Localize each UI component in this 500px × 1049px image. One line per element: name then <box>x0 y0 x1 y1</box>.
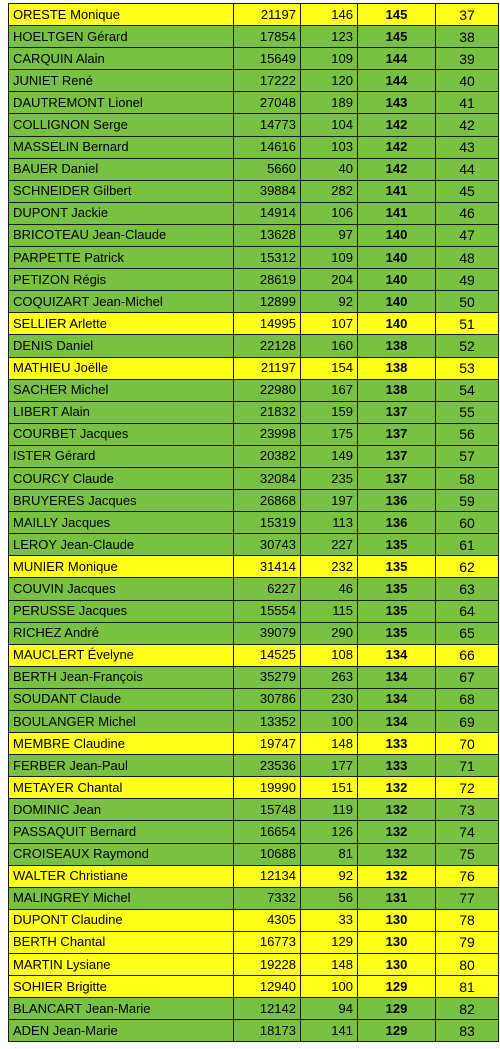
value-1-cell: 22980 <box>234 379 301 401</box>
value-2-cell: 103 <box>301 136 358 158</box>
name-cell: PARPETTE Patrick <box>9 247 234 269</box>
value-2-cell: 148 <box>301 954 358 976</box>
table-row <box>9 556 499 578</box>
rank-cell: 62 <box>436 556 499 578</box>
value-2-cell: 148 <box>301 733 358 755</box>
value-2-cell: 33 <box>301 909 358 931</box>
name-cell: LIBERT Alain <box>9 401 234 423</box>
table-row <box>9 70 499 92</box>
rank-cell: 58 <box>436 467 499 489</box>
table-row <box>9 733 499 755</box>
table-row <box>9 269 499 291</box>
name-cell: MATHIEU Joëlle <box>9 357 234 379</box>
name-cell: CARQUIN Alain <box>9 48 234 70</box>
value-2-cell: 107 <box>301 313 358 335</box>
table-row <box>9 534 499 556</box>
name-cell: METAYER Chantal <box>9 777 234 799</box>
name-cell: MEMBRE Claudine <box>9 733 234 755</box>
value-2-cell: 151 <box>301 777 358 799</box>
table-row <box>9 600 499 622</box>
value-2-cell: 97 <box>301 224 358 246</box>
value-2-cell: 126 <box>301 821 358 843</box>
rank-cell: 63 <box>436 578 499 600</box>
score-cell: 132 <box>358 777 436 799</box>
table-row <box>9 357 499 379</box>
value-1-cell: 15649 <box>234 48 301 70</box>
value-1-cell: 12940 <box>234 976 301 998</box>
name-cell: CROISEAUX Raymond <box>9 843 234 865</box>
rank-cell: 76 <box>436 865 499 887</box>
value-2-cell: 160 <box>301 335 358 357</box>
name-cell: DUPONT Jackie <box>9 202 234 224</box>
score-cell: 134 <box>358 666 436 688</box>
value-2-cell: 282 <box>301 180 358 202</box>
rank-cell: 74 <box>436 821 499 843</box>
value-1-cell: 10688 <box>234 843 301 865</box>
rank-cell: 79 <box>436 931 499 953</box>
value-1-cell: 30743 <box>234 534 301 556</box>
score-cell: 132 <box>358 843 436 865</box>
value-2-cell: 154 <box>301 357 358 379</box>
score-cell: 138 <box>358 379 436 401</box>
rank-cell: 61 <box>436 534 499 556</box>
value-2-cell: 104 <box>301 114 358 136</box>
score-cell: 131 <box>358 887 436 909</box>
table-row <box>9 821 499 843</box>
name-cell: MARTIN Lysiane <box>9 954 234 976</box>
value-1-cell: 5660 <box>234 158 301 180</box>
table-row <box>9 401 499 423</box>
value-1-cell: 21197 <box>234 4 301 26</box>
value-2-cell: 290 <box>301 622 358 644</box>
value-1-cell: 16654 <box>234 821 301 843</box>
score-cell: 140 <box>358 269 436 291</box>
value-2-cell: 100 <box>301 976 358 998</box>
score-cell: 137 <box>358 401 436 423</box>
rank-cell: 46 <box>436 202 499 224</box>
value-1-cell: 39884 <box>234 180 301 202</box>
score-cell: 140 <box>358 313 436 335</box>
rank-cell: 60 <box>436 512 499 534</box>
value-2-cell: 141 <box>301 1020 358 1042</box>
value-2-cell: 159 <box>301 401 358 423</box>
value-2-cell: 232 <box>301 556 358 578</box>
rank-cell: 39 <box>436 48 499 70</box>
value-2-cell: 100 <box>301 711 358 733</box>
value-1-cell: 7332 <box>234 887 301 909</box>
name-cell: MUNIER Monique <box>9 556 234 578</box>
name-cell: FERBER Jean-Paul <box>9 755 234 777</box>
value-1-cell: 12134 <box>234 865 301 887</box>
name-cell: DUPONT Claudine <box>9 909 234 931</box>
table-row <box>9 4 499 26</box>
value-1-cell: 17222 <box>234 70 301 92</box>
value-1-cell: 6227 <box>234 578 301 600</box>
score-cell: 137 <box>358 423 436 445</box>
name-cell: HOELTGEN Gérard <box>9 26 234 48</box>
name-cell: PASSAQUIT Bernard <box>9 821 234 843</box>
table-row <box>9 423 499 445</box>
rank-cell: 52 <box>436 335 499 357</box>
table-row <box>9 114 499 136</box>
rank-cell: 72 <box>436 777 499 799</box>
value-2-cell: 167 <box>301 379 358 401</box>
table-row <box>9 887 499 909</box>
value-1-cell: 16773 <box>234 931 301 953</box>
value-1-cell: 32084 <box>234 467 301 489</box>
score-cell: 137 <box>358 445 436 467</box>
score-cell: 130 <box>358 931 436 953</box>
rank-cell: 80 <box>436 954 499 976</box>
score-cell: 138 <box>358 335 436 357</box>
table-row <box>9 998 499 1020</box>
rank-cell: 43 <box>436 136 499 158</box>
score-cell: 134 <box>358 688 436 710</box>
table-row <box>9 799 499 821</box>
score-cell: 135 <box>358 622 436 644</box>
table-row <box>9 954 499 976</box>
value-1-cell: 14773 <box>234 114 301 136</box>
rank-cell: 50 <box>436 291 499 313</box>
rank-cell: 81 <box>436 976 499 998</box>
rank-cell: 42 <box>436 114 499 136</box>
value-1-cell: 14914 <box>234 202 301 224</box>
table-row <box>9 688 499 710</box>
name-cell: BRICOTEAU Jean-Claude <box>9 224 234 246</box>
rank-cell: 38 <box>436 26 499 48</box>
score-cell: 138 <box>358 357 436 379</box>
rank-cell: 59 <box>436 490 499 512</box>
table-row <box>9 247 499 269</box>
value-1-cell: 39079 <box>234 622 301 644</box>
rank-cell: 83 <box>436 1020 499 1042</box>
value-2-cell: 129 <box>301 931 358 953</box>
score-cell: 135 <box>358 556 436 578</box>
value-2-cell: 175 <box>301 423 358 445</box>
name-cell: ISTER Gérard <box>9 445 234 467</box>
name-cell: MAUCLERT Évelyne <box>9 644 234 666</box>
rank-cell: 45 <box>436 180 499 202</box>
score-cell: 130 <box>358 909 436 931</box>
score-cell: 129 <box>358 976 436 998</box>
table-row <box>9 755 499 777</box>
rank-cell: 71 <box>436 755 499 777</box>
score-cell: 143 <box>358 92 436 114</box>
score-cell: 140 <box>358 247 436 269</box>
table-row <box>9 644 499 666</box>
name-cell: COURBET Jacques <box>9 423 234 445</box>
rank-cell: 41 <box>436 92 499 114</box>
value-2-cell: 227 <box>301 534 358 556</box>
score-cell: 129 <box>358 998 436 1020</box>
value-1-cell: 23998 <box>234 423 301 445</box>
name-cell: SELLIER Arlette <box>9 313 234 335</box>
rank-cell: 48 <box>436 247 499 269</box>
value-2-cell: 46 <box>301 578 358 600</box>
table-row <box>9 512 499 534</box>
table-row <box>9 909 499 931</box>
value-1-cell: 15312 <box>234 247 301 269</box>
name-cell: BAUER Daniel <box>9 158 234 180</box>
name-cell: DAUTREMONT Lionel <box>9 92 234 114</box>
name-cell: BERTH Chantal <box>9 931 234 953</box>
score-cell: 142 <box>358 158 436 180</box>
name-cell: MASSELIN Bernard <box>9 136 234 158</box>
table-row <box>9 622 499 644</box>
value-1-cell: 15748 <box>234 799 301 821</box>
score-cell: 132 <box>358 821 436 843</box>
name-cell: PERUSSE Jacques <box>9 600 234 622</box>
value-1-cell: 20382 <box>234 445 301 467</box>
rank-cell: 40 <box>436 70 499 92</box>
rank-cell: 68 <box>436 688 499 710</box>
value-2-cell: 235 <box>301 467 358 489</box>
value-2-cell: 106 <box>301 202 358 224</box>
score-cell: 140 <box>358 291 436 313</box>
value-1-cell: 35279 <box>234 666 301 688</box>
score-cell: 145 <box>358 26 436 48</box>
value-1-cell: 21832 <box>234 401 301 423</box>
value-2-cell: 204 <box>301 269 358 291</box>
table-row <box>9 379 499 401</box>
rank-cell: 82 <box>436 998 499 1020</box>
rank-cell: 65 <box>436 622 499 644</box>
name-cell: MALINGREY Michel <box>9 887 234 909</box>
name-cell: SOHIER Brigitte <box>9 976 234 998</box>
table-row <box>9 976 499 998</box>
value-1-cell: 28619 <box>234 269 301 291</box>
score-cell: 141 <box>358 180 436 202</box>
score-cell: 136 <box>358 490 436 512</box>
value-2-cell: 108 <box>301 644 358 666</box>
value-1-cell: 30786 <box>234 688 301 710</box>
value-2-cell: 146 <box>301 4 358 26</box>
value-2-cell: 40 <box>301 158 358 180</box>
score-cell: 134 <box>358 644 436 666</box>
value-1-cell: 13352 <box>234 711 301 733</box>
value-2-cell: 177 <box>301 755 358 777</box>
value-1-cell: 31414 <box>234 556 301 578</box>
value-2-cell: 115 <box>301 600 358 622</box>
table-row <box>9 666 499 688</box>
rank-cell: 53 <box>436 357 499 379</box>
score-cell: 135 <box>358 578 436 600</box>
score-cell: 137 <box>358 467 436 489</box>
value-1-cell: 14616 <box>234 136 301 158</box>
table-row <box>9 865 499 887</box>
name-cell: BOULANGER Michel <box>9 711 234 733</box>
value-1-cell: 21197 <box>234 357 301 379</box>
table-row <box>9 711 499 733</box>
value-1-cell: 12899 <box>234 291 301 313</box>
name-cell: BLANCART Jean-Marie <box>9 998 234 1020</box>
value-1-cell: 14995 <box>234 313 301 335</box>
value-1-cell: 14525 <box>234 644 301 666</box>
table-row <box>9 490 499 512</box>
rank-cell: 55 <box>436 401 499 423</box>
rank-cell: 51 <box>436 313 499 335</box>
rank-cell: 54 <box>436 379 499 401</box>
name-cell: SOUDANT Claude <box>9 688 234 710</box>
score-cell: 129 <box>358 1020 436 1042</box>
name-cell: ADEN Jean-Marie <box>9 1020 234 1042</box>
score-cell: 130 <box>358 954 436 976</box>
name-cell: DENIS Daniel <box>9 335 234 357</box>
score-cell: 142 <box>358 114 436 136</box>
value-2-cell: 230 <box>301 688 358 710</box>
value-1-cell: 26868 <box>234 490 301 512</box>
rank-cell: 77 <box>436 887 499 909</box>
rank-cell: 57 <box>436 445 499 467</box>
table-row <box>9 931 499 953</box>
value-1-cell: 19990 <box>234 777 301 799</box>
table-row <box>9 158 499 180</box>
value-2-cell: 109 <box>301 48 358 70</box>
value-2-cell: 94 <box>301 998 358 1020</box>
table-row <box>9 180 499 202</box>
rank-cell: 70 <box>436 733 499 755</box>
rank-cell: 49 <box>436 269 499 291</box>
value-2-cell: 263 <box>301 666 358 688</box>
name-cell: COLLIGNON Serge <box>9 114 234 136</box>
score-cell: 133 <box>358 755 436 777</box>
value-1-cell: 23536 <box>234 755 301 777</box>
value-1-cell: 12142 <box>234 998 301 1020</box>
ranking-table-body <box>9 4 499 1042</box>
score-cell: 133 <box>358 733 436 755</box>
rank-cell: 66 <box>436 644 499 666</box>
table-row <box>9 26 499 48</box>
table-row <box>9 335 499 357</box>
score-cell: 140 <box>358 224 436 246</box>
value-1-cell: 22128 <box>234 335 301 357</box>
value-2-cell: 120 <box>301 70 358 92</box>
value-1-cell: 19228 <box>234 954 301 976</box>
value-1-cell: 4305 <box>234 909 301 931</box>
rank-cell: 37 <box>436 4 499 26</box>
value-2-cell: 92 <box>301 865 358 887</box>
value-2-cell: 123 <box>301 26 358 48</box>
score-cell: 132 <box>358 799 436 821</box>
rank-cell: 73 <box>436 799 499 821</box>
name-cell: JUNIET René <box>9 70 234 92</box>
name-cell: BRUYERES Jacques <box>9 490 234 512</box>
value-1-cell: 17854 <box>234 26 301 48</box>
table-row <box>9 843 499 865</box>
rank-cell: 78 <box>436 909 499 931</box>
score-cell: 145 <box>358 4 436 26</box>
score-cell: 134 <box>358 711 436 733</box>
name-cell: SACHER Michel <box>9 379 234 401</box>
rank-cell: 69 <box>436 711 499 733</box>
value-1-cell: 13628 <box>234 224 301 246</box>
table-row <box>9 202 499 224</box>
score-cell: 141 <box>358 202 436 224</box>
table-row <box>9 445 499 467</box>
table-row <box>9 48 499 70</box>
score-cell: 135 <box>358 534 436 556</box>
name-cell: PETIZON Régis <box>9 269 234 291</box>
name-cell: WALTER Christiane <box>9 865 234 887</box>
rank-cell: 64 <box>436 600 499 622</box>
value-2-cell: 149 <box>301 445 358 467</box>
name-cell: COURCY Claude <box>9 467 234 489</box>
value-2-cell: 109 <box>301 247 358 269</box>
rank-cell: 75 <box>436 843 499 865</box>
rank-cell: 67 <box>436 666 499 688</box>
name-cell: SCHNEIDER Gilbert <box>9 180 234 202</box>
score-cell: 142 <box>358 136 436 158</box>
name-cell: BERTH Jean-François <box>9 666 234 688</box>
score-cell: 132 <box>358 865 436 887</box>
name-cell: RICHEZ André <box>9 622 234 644</box>
value-2-cell: 119 <box>301 799 358 821</box>
value-2-cell: 81 <box>301 843 358 865</box>
value-1-cell: 27048 <box>234 92 301 114</box>
value-2-cell: 92 <box>301 291 358 313</box>
value-1-cell: 15554 <box>234 600 301 622</box>
value-1-cell: 15319 <box>234 512 301 534</box>
rank-cell: 47 <box>436 224 499 246</box>
table-row <box>9 224 499 246</box>
value-2-cell: 189 <box>301 92 358 114</box>
score-cell: 135 <box>358 600 436 622</box>
score-cell: 144 <box>358 48 436 70</box>
table-row <box>9 467 499 489</box>
value-2-cell: 197 <box>301 490 358 512</box>
value-2-cell: 56 <box>301 887 358 909</box>
table-row <box>9 136 499 158</box>
ranking-table <box>8 3 499 1042</box>
value-1-cell: 18173 <box>234 1020 301 1042</box>
table-row <box>9 1020 499 1042</box>
value-1-cell: 19747 <box>234 733 301 755</box>
name-cell: ORESTE Monique <box>9 4 234 26</box>
table-row <box>9 578 499 600</box>
rank-cell: 56 <box>436 423 499 445</box>
table-row <box>9 291 499 313</box>
table-row <box>9 92 499 114</box>
value-2-cell: 113 <box>301 512 358 534</box>
score-cell: 136 <box>358 512 436 534</box>
table-row <box>9 777 499 799</box>
name-cell: COQUIZART Jean-Michel <box>9 291 234 313</box>
name-cell: LEROY Jean-Claude <box>9 534 234 556</box>
rank-cell: 44 <box>436 158 499 180</box>
name-cell: COUVIN Jacques <box>9 578 234 600</box>
score-cell: 144 <box>358 70 436 92</box>
table-row <box>9 313 499 335</box>
name-cell: DOMINIC Jean <box>9 799 234 821</box>
name-cell: MAILLY Jacques <box>9 512 234 534</box>
